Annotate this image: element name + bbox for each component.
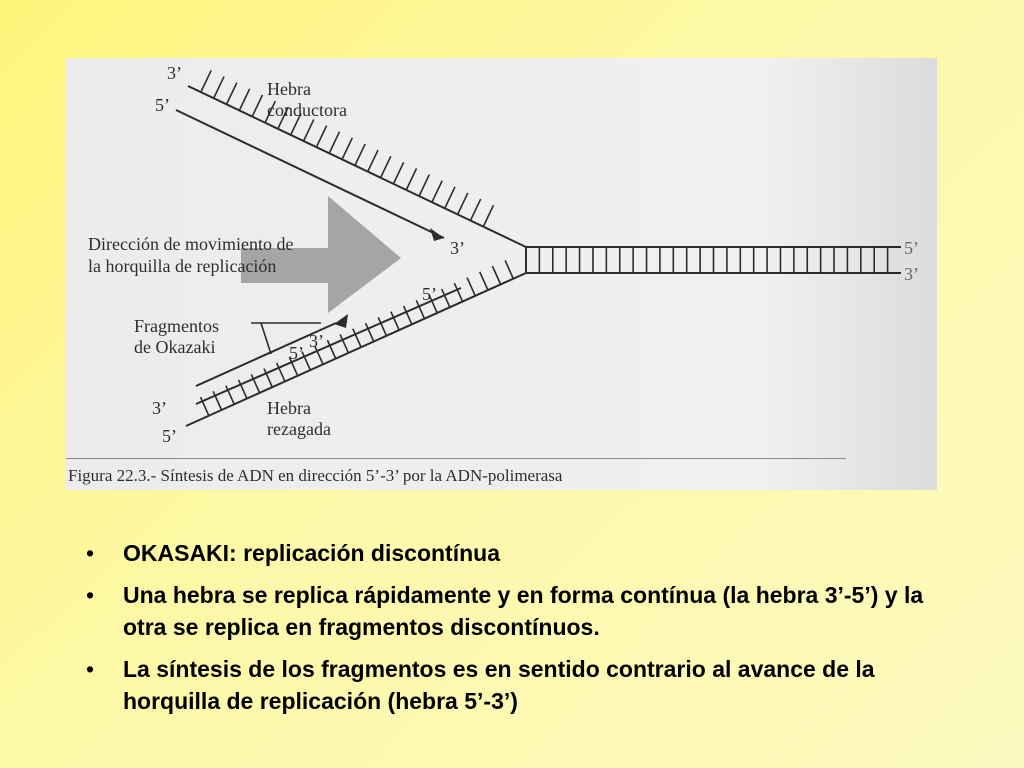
strand-rung xyxy=(304,119,314,141)
leading-strand-rungs xyxy=(201,70,494,226)
label-frag-3: 3’ xyxy=(309,331,324,351)
strand-rung xyxy=(329,132,339,154)
figure-caption: Figura 22.3.- Síntesis de ADN en dirección 5’-3’ por la ADN-polimerasa xyxy=(68,466,563,485)
bullet-text: OKASAKI: replicación discontínua xyxy=(123,540,500,566)
bullet-item xyxy=(80,537,960,569)
label-direction-1: Dirección de movimiento de xyxy=(88,234,294,254)
label-top-5: 5’ xyxy=(155,95,170,115)
strand-rung xyxy=(454,283,462,301)
strand-rung xyxy=(419,175,429,197)
okazaki-arrowhead xyxy=(334,314,348,328)
strand-rung xyxy=(483,205,493,227)
strand-rung xyxy=(393,162,403,184)
label-frag-5: 5’ xyxy=(289,343,304,363)
bullet-list xyxy=(80,537,960,727)
strand-rung xyxy=(201,70,211,92)
label-arrow-3: 3’ xyxy=(450,238,465,258)
label-hebra-rezagada-1: Hebra xyxy=(267,398,311,418)
label-hebra-rezagada-2: rezagada xyxy=(267,419,331,439)
leading-arrowhead xyxy=(430,228,444,241)
bullet-item xyxy=(80,579,960,643)
strand-rung xyxy=(467,278,475,296)
strand-rung xyxy=(391,312,399,330)
caption-rule xyxy=(66,458,846,459)
bullet-item xyxy=(80,653,960,717)
label-right-3: 3’ xyxy=(904,264,919,284)
strand-rung xyxy=(470,199,480,221)
strand-rung xyxy=(432,181,442,203)
strand-rung xyxy=(442,289,450,307)
label-bottom-3: 3’ xyxy=(152,398,167,418)
strand-rung xyxy=(214,77,224,99)
strand-rung xyxy=(492,266,500,284)
bullet-text: La síntesis de los fragmentos es en sentido contrario al avance de la horquilla de replicación (hebra 5’-3’) xyxy=(123,656,875,714)
label-hebra-conductora-2: conductora xyxy=(267,100,347,120)
label-fragmentos-1: Fragmentos xyxy=(134,316,219,336)
label-fragmentos-2: de Okazaki xyxy=(134,337,216,357)
strand-rung xyxy=(227,83,237,105)
parent-duplex-rungs xyxy=(539,247,887,273)
strand-rung xyxy=(342,138,352,160)
bullet-text: Una hebra se replica rápidamente y en forma contínua (la hebra 3’-5’) y la otra se replica en fragmentos discontínuos. xyxy=(123,582,924,640)
strand-rung xyxy=(458,193,468,215)
strand-rung xyxy=(404,306,412,324)
label-right-5: 5’ xyxy=(904,238,919,258)
strand-rung xyxy=(406,168,416,190)
strand-rung xyxy=(355,144,365,166)
lagging-strand xyxy=(186,273,526,426)
replication-fork-figure xyxy=(66,58,937,490)
strand-rung xyxy=(316,126,326,148)
bullet-symbol: • xyxy=(86,656,95,682)
strand-rung xyxy=(368,150,378,172)
label-top-3: 3’ xyxy=(167,63,182,83)
strand-rung xyxy=(252,95,262,117)
strand-rung xyxy=(239,89,249,111)
label-lower-5: 5’ xyxy=(422,284,437,304)
bullet-symbol: • xyxy=(86,540,95,566)
label-direction-2: la horquilla de replicación xyxy=(88,256,277,276)
strand-rung xyxy=(505,260,513,278)
direction-arrow xyxy=(241,196,401,313)
label-hebra-conductora-1: Hebra xyxy=(267,79,311,99)
strand-rung xyxy=(381,156,391,178)
label-bottom-5: 5’ xyxy=(162,426,177,446)
strand-rung xyxy=(378,317,386,335)
bullet-symbol: • xyxy=(86,582,95,608)
strand-rung xyxy=(445,187,455,209)
strand-rung xyxy=(480,272,488,290)
